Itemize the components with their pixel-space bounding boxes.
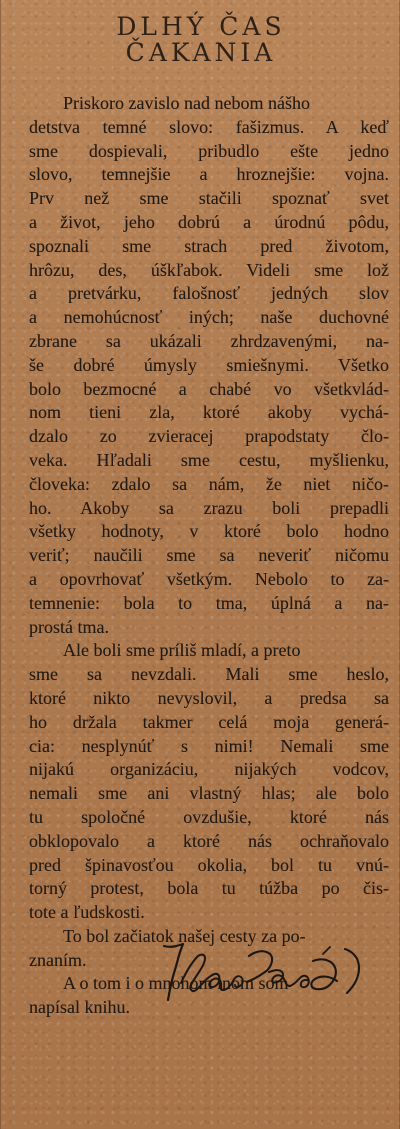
body-line: a opovrhovať všetkým. Nebolo to za-	[29, 568, 389, 589]
title-line-2: ČAKANIA	[125, 38, 277, 67]
body-line: detstva temné slovo: fašizmus. A keď	[29, 116, 389, 137]
body-text	[29, 92, 389, 1020]
body-line: sme dospievali, pribudlo ešte jedno	[29, 140, 389, 161]
body-line: še dobré úmysly smiešnymi. Všetko	[29, 354, 389, 375]
body-line: bolo bezmocné a chabé vo všetkvlád-	[29, 378, 389, 399]
body-line: dzalo zo zvieracej prapodstaty člo-	[29, 426, 389, 447]
body-line: zbrane sa ukázali zhrdzavenými, na-	[29, 330, 389, 351]
body-line: všetky hodnoty, v ktoré bolo hodno	[29, 521, 389, 542]
body-line: napísal knihu.	[29, 997, 130, 1018]
body-line: cia: nesplynúť s nimi! Nemali sme	[29, 735, 389, 756]
body-line: obklopovalo a ktoré nás ochraňovalo	[29, 830, 389, 851]
body-line: hrôzu, des, úškľabok. Videli sme lož	[29, 259, 389, 280]
body-line: prostá tma.	[29, 616, 109, 637]
body-line: spoznali sme strach pred životom,	[29, 235, 389, 256]
body-line: a život, jeho dobrú a úrodnú pôdu,	[29, 211, 389, 232]
body-line: tote a ľudskosti.	[29, 902, 145, 923]
body-line: veka. Hľadali sme cestu, myšlienku,	[29, 449, 389, 470]
signature	[161, 938, 381, 1008]
body-line: ho. Akoby sa zrazu boli prepadli	[29, 497, 389, 518]
body-line: sme sa nevzdali. Mali sme heslo,	[29, 664, 389, 685]
body-line: tu spoločné ovzdušie, ktoré nás	[29, 806, 389, 827]
body-line: ho držala takmer celá moja generá-	[29, 711, 389, 732]
body-line: nemali sme ani vlastný hlas; ale bolo	[29, 783, 389, 804]
body-line: To bol začiatok našej cesty za po-	[63, 925, 306, 946]
title-block	[1, 14, 400, 66]
body-line: znaním.	[29, 949, 87, 970]
body-line: nom tieni zla, ktoré akoby vychá-	[29, 402, 389, 423]
body-line: torný protest, bola tu túžba po čis-	[29, 878, 389, 899]
body-line: A o tom i o mnohom inom som	[63, 973, 289, 994]
body-line: a nemohúcnosť iných; naše duchovné	[29, 307, 389, 328]
body-line: ktoré nikto nevyslovil, a predsa sa	[29, 687, 389, 708]
body-line: človeka: zdalo sa nám, že niet ničo-	[29, 473, 389, 494]
body-line: slovo, temnejšie a hroznejšie: vojna.	[29, 164, 389, 185]
title-line-1: DLHÝ ČAS	[116, 12, 286, 41]
body-line: Priskoro zavislo nad nebom nášho	[63, 93, 310, 113]
signature-drawing	[161, 938, 381, 1008]
body-line: a pretvárku, falošnosť jedných slov	[29, 283, 389, 304]
body-line: veriť; naučili sme sa neveriť ničomu	[29, 545, 389, 566]
body-line: pred špinavosťou okolia, bol tu vnú-	[29, 854, 389, 875]
body-line: Prv než sme stačili spoznať svet	[29, 188, 389, 209]
body-line: Ale boli sme príliš mladí, a preto	[63, 640, 301, 661]
body-line: nijakú organizáciu, nijakých vodcov,	[29, 759, 389, 780]
body-line: temnenie: bola to tma, úplná a na-	[29, 592, 389, 613]
